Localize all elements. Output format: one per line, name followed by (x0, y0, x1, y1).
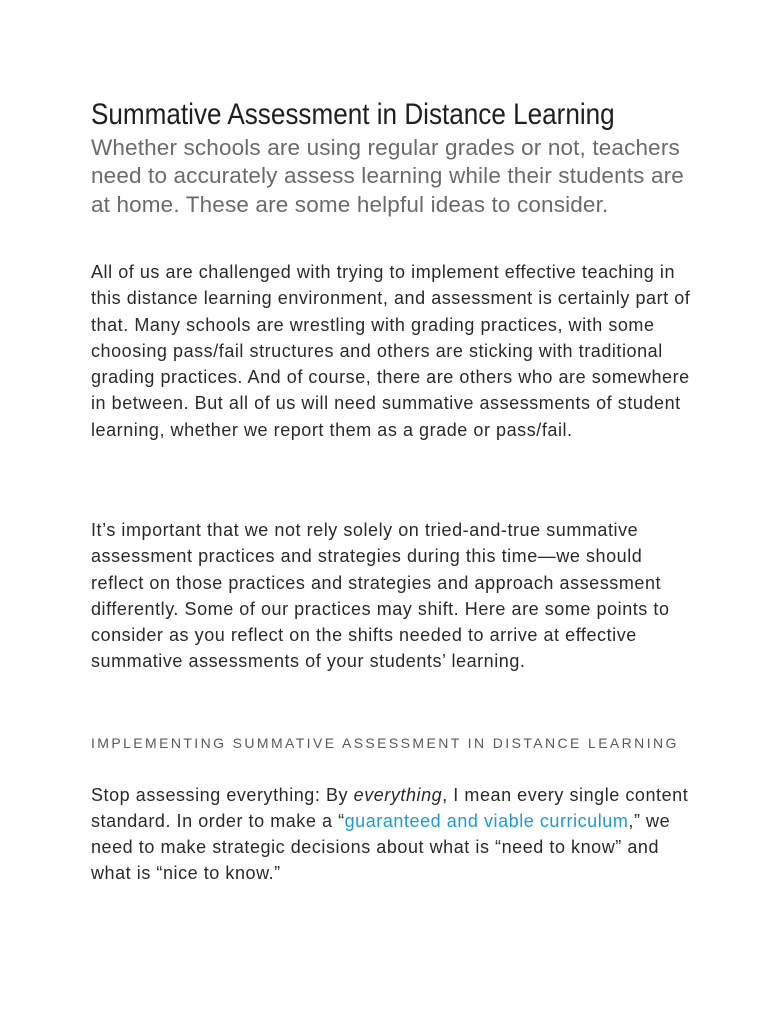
body-paragraph-3 (91, 782, 691, 886)
article-title: Summative Assessment in Distance Learning (91, 98, 615, 131)
body-paragraph-2: It’s important that we not rely solely on tried-and-true summative assessment practices and strategies during this time—we should reflect on those practices and strategies and approach assessment differently. Some of our practices may shift. Here are some points to consider as you reflect on the shifts needed to arrive at effective summative assessments of your students’ learning. (91, 520, 670, 672)
section-heading: IMPLEMENTING SUMMATIVE ASSESSMENT IN DISTANCE LEARNING (91, 735, 679, 751)
article-subtitle: Whether schools are using regular grades or not, teachers need to accurately assess learning while their students are at home. These are some helpful ideas to consider. (91, 135, 684, 217)
paragraph-3-lead: Stop assessing everything: By (91, 785, 354, 805)
paragraph-3-emphasis: everything (353, 785, 443, 805)
paragraph-3-tail: ,” we need to make strategic decisions about what is “need to know” and what is “nice to know.” (91, 811, 671, 883)
paragraph-3-mid: , I mean every single content standard. In order to make a “ (91, 785, 689, 831)
body-paragraph-1: All of us are challenged with trying to implement effective teaching in this distance learning environment, and assessment is certainly part of that. Many schools are wrestling with grading practices, with some choosing pass/fail structures and others are sticking with traditional grading practices. And of course, there are others who are somewhere in between. But all of us will need summative assessments of student learning, whether we report them as a grade or pass/fail. (91, 262, 691, 440)
guaranteed-viable-curriculum-link[interactable]: guaranteed and viable curriculum (344, 811, 629, 831)
